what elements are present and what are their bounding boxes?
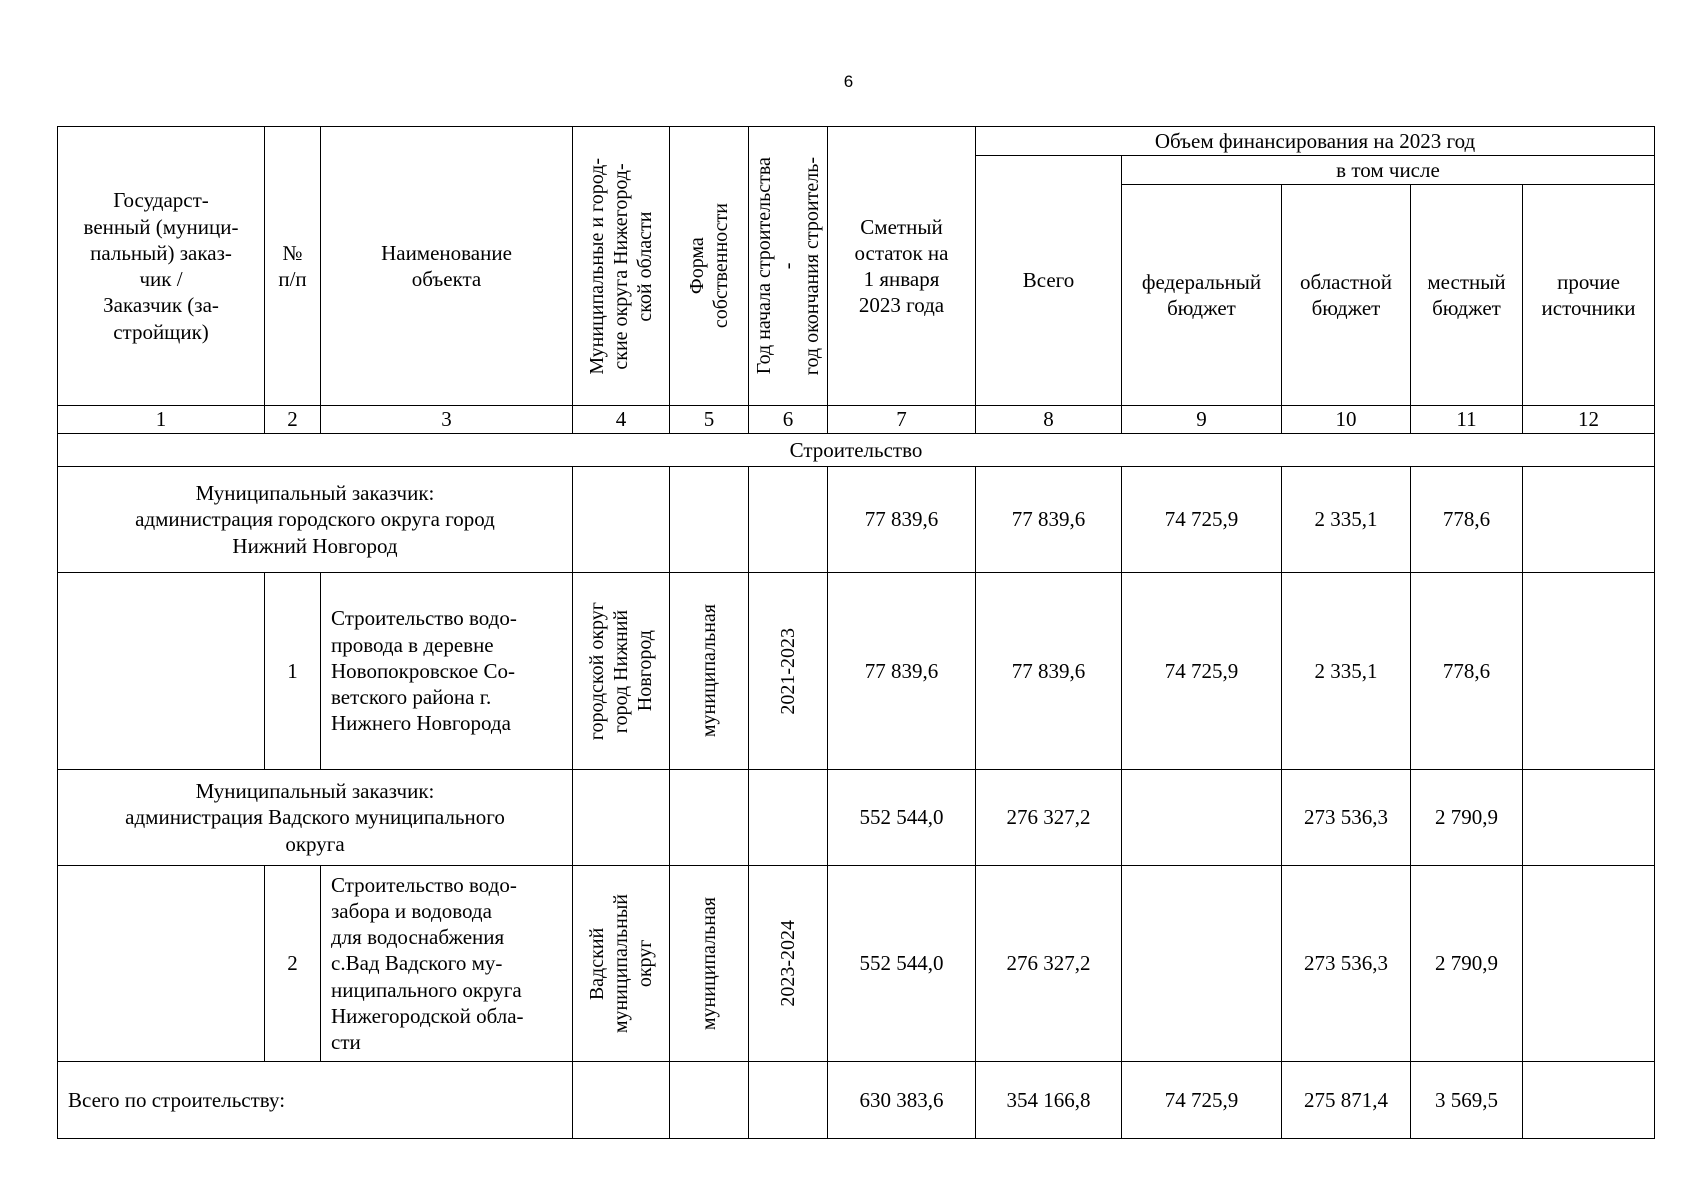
object-district: городской округ город Нижний Новгород <box>573 573 670 770</box>
total-cell: 77 839,6 <box>976 573 1122 770</box>
customer-row <box>58 770 1655 866</box>
header-financing-title: Объем финансирования на 2023 год <box>976 127 1655 156</box>
object-district: Вадский муниципальный округ <box>573 866 670 1062</box>
section-title: Строительство <box>58 434 1655 467</box>
federal-cell: 74 725,9 <box>1122 467 1282 573</box>
total-cell: 354 166,8 <box>976 1062 1122 1139</box>
header-customer: Государст- венный (муници- пальный) заказ- чик / Заказчик (за- стройщик) <box>58 127 265 406</box>
local-cell: 2 790,9 <box>1411 770 1523 866</box>
header-regional-budget: областной бюджет <box>1282 185 1411 406</box>
header-including: в том числе <box>1122 156 1655 185</box>
header-districts: Муниципальные и город- ские округа Нижегород- ской области <box>573 127 670 406</box>
object-name: Строительство водо- забора и водовода для водоснабжения с.Вад Вадского му- ниципального округа Нижегородской обла- сти <box>321 866 573 1062</box>
col-number: 11 <box>1411 406 1523 434</box>
customer-row <box>58 467 1655 573</box>
regional-cell: 273 536,3 <box>1282 770 1411 866</box>
object-row <box>58 866 1655 1062</box>
header-ownership: Форма собственности <box>670 127 749 406</box>
page-number: 6 <box>843 72 854 91</box>
object-ownership: муниципальная <box>670 573 749 770</box>
federal-cell: 74 725,9 <box>1122 573 1282 770</box>
col-number: 2 <box>265 406 321 434</box>
local-cell: 778,6 <box>1411 573 1523 770</box>
col-number: 6 <box>749 406 828 434</box>
federal-cell <box>1122 770 1282 866</box>
header-estimate-balance: Сметный остаток на 1 января 2023 года <box>828 127 976 406</box>
column-numbers-row <box>58 406 1655 434</box>
col-number: 1 <box>58 406 265 434</box>
estimate-balance-cell: 552 544,0 <box>828 866 976 1062</box>
col-number: 5 <box>670 406 749 434</box>
col-number: 12 <box>1523 406 1655 434</box>
col-number: 7 <box>828 406 976 434</box>
header-years: Год начала строительства - год окончания строитель- <box>749 127 828 406</box>
header-object-name: Наименование объекта <box>321 127 573 406</box>
estimate-balance-cell: 552 544,0 <box>828 770 976 866</box>
regional-cell: 275 871,4 <box>1282 1062 1411 1139</box>
total-cell: 77 839,6 <box>976 467 1122 573</box>
local-cell: 778,6 <box>1411 467 1523 573</box>
object-row <box>58 573 1655 770</box>
estimate-balance-cell: 77 839,6 <box>828 467 976 573</box>
total-cell: 276 327,2 <box>976 770 1122 866</box>
col-number: 10 <box>1282 406 1411 434</box>
local-cell: 2 790,9 <box>1411 866 1523 1062</box>
header-other-sources: прочие источники <box>1523 185 1655 406</box>
regional-cell: 273 536,3 <box>1282 866 1411 1062</box>
customer-label: Муниципальный заказчик: администрация Вадского муниципального округа <box>58 770 573 866</box>
object-number: 2 <box>265 866 321 1062</box>
col-number: 9 <box>1122 406 1282 434</box>
customer-label: Муниципальный заказчик: администрация городского округа город Нижний Новгород <box>58 467 573 573</box>
header-federal-budget: федеральный бюджет <box>1122 185 1282 406</box>
regional-cell: 2 335,1 <box>1282 573 1411 770</box>
header-number: № п/п <box>265 127 321 406</box>
federal-cell <box>1122 866 1282 1062</box>
federal-cell: 74 725,9 <box>1122 1062 1282 1139</box>
estimate-balance-cell: 630 383,6 <box>828 1062 976 1139</box>
object-name: Строительство водо- провода в деревне Новопокровское Со- ветского района г. Нижнего Новгорода <box>321 573 573 770</box>
object-years: 2023-2024 <box>749 866 828 1062</box>
object-years: 2021-2023 <box>749 573 828 770</box>
total-row <box>58 1062 1655 1139</box>
local-cell: 3 569,5 <box>1411 1062 1523 1139</box>
header-total: Всего <box>976 156 1122 406</box>
col-number: 4 <box>573 406 670 434</box>
financing-table <box>57 126 1655 1139</box>
total-label: Всего по строительству: <box>58 1062 573 1139</box>
object-ownership: муниципальная <box>670 866 749 1062</box>
col-number: 8 <box>976 406 1122 434</box>
object-number: 1 <box>265 573 321 770</box>
total-cell: 276 327,2 <box>976 866 1122 1062</box>
regional-cell: 2 335,1 <box>1282 467 1411 573</box>
estimate-balance-cell: 77 839,6 <box>828 573 976 770</box>
col-number: 3 <box>321 406 573 434</box>
header-local-budget: местный бюджет <box>1411 185 1523 406</box>
